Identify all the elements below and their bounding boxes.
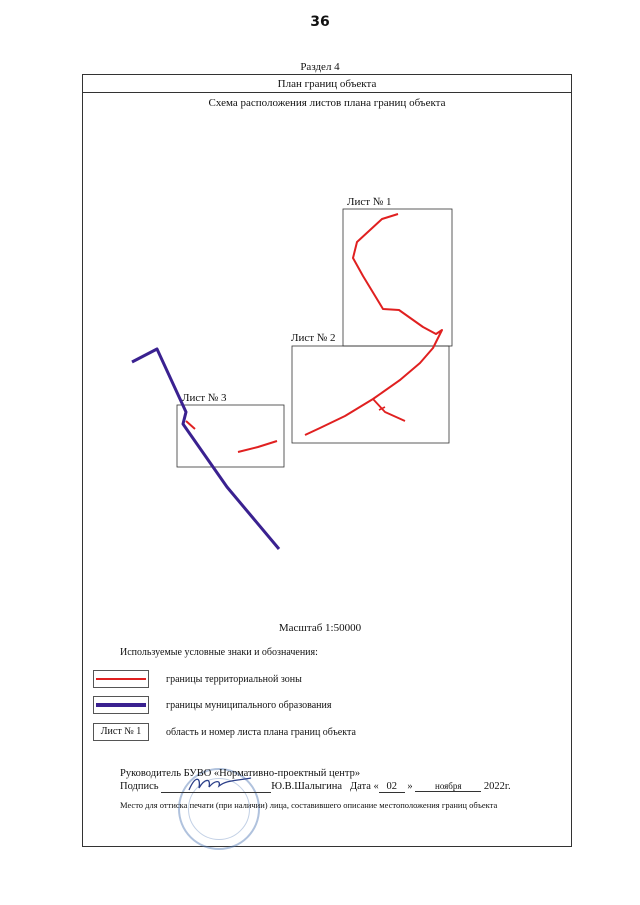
legend-sheet-text: область и номер листа плана границ объекта xyxy=(166,727,356,738)
stamp-place-note: Место для оттиска печати (при наличии) лица, составившего описание местоположения границ объекта xyxy=(120,800,498,810)
sheet-2-label: Лист № 2 xyxy=(291,332,336,344)
signer-name: Ю.В.Шалыгина xyxy=(271,781,343,792)
footer-signature-row xyxy=(120,781,511,793)
date-day-close: » xyxy=(407,781,413,792)
legend-zone-sample xyxy=(93,670,149,688)
signature-label: Подпись xyxy=(120,781,159,792)
legend-title: Используемые условные знаки и обозначения: xyxy=(120,647,318,658)
date-year: 2022г. xyxy=(483,781,511,792)
sheet-1-label: Лист № 1 xyxy=(347,196,392,208)
legend-municipal-sample xyxy=(93,696,149,714)
signature-blank xyxy=(161,781,271,793)
date-month: ноября xyxy=(415,781,481,792)
page-number: 36 xyxy=(310,14,330,30)
footer-manager: Руководитель БУВО «Нормативно-проектный центр» xyxy=(120,768,361,779)
legend-sheet-sample: Лист № 1 xyxy=(93,723,149,741)
legend-municipal-line xyxy=(96,703,146,707)
legend-municipal-text: границы муниципального образования xyxy=(166,700,332,711)
date-day: 02 xyxy=(379,781,405,793)
zone-boundary-line-1 xyxy=(305,214,442,435)
date-label: Дата « xyxy=(349,781,379,792)
section-label: Раздел 4 xyxy=(300,61,340,73)
scheme-title: Схема расположения листов плана границ объекта xyxy=(208,97,446,109)
sheet-3-label: Лист № 3 xyxy=(182,392,227,404)
sheet-1-box xyxy=(343,209,452,346)
legend-zone-text: границы территориальной зоны xyxy=(166,674,302,685)
legend-zone-line xyxy=(96,678,146,680)
municipal-boundary-line xyxy=(132,349,279,549)
scale-label: Масштаб 1:50000 xyxy=(278,622,362,634)
frame-title: План границ объекта xyxy=(83,75,571,93)
zone-boundary-line-4 xyxy=(238,441,277,452)
sheet-2-box xyxy=(292,346,449,443)
zone-boundary-line-2 xyxy=(373,399,405,421)
